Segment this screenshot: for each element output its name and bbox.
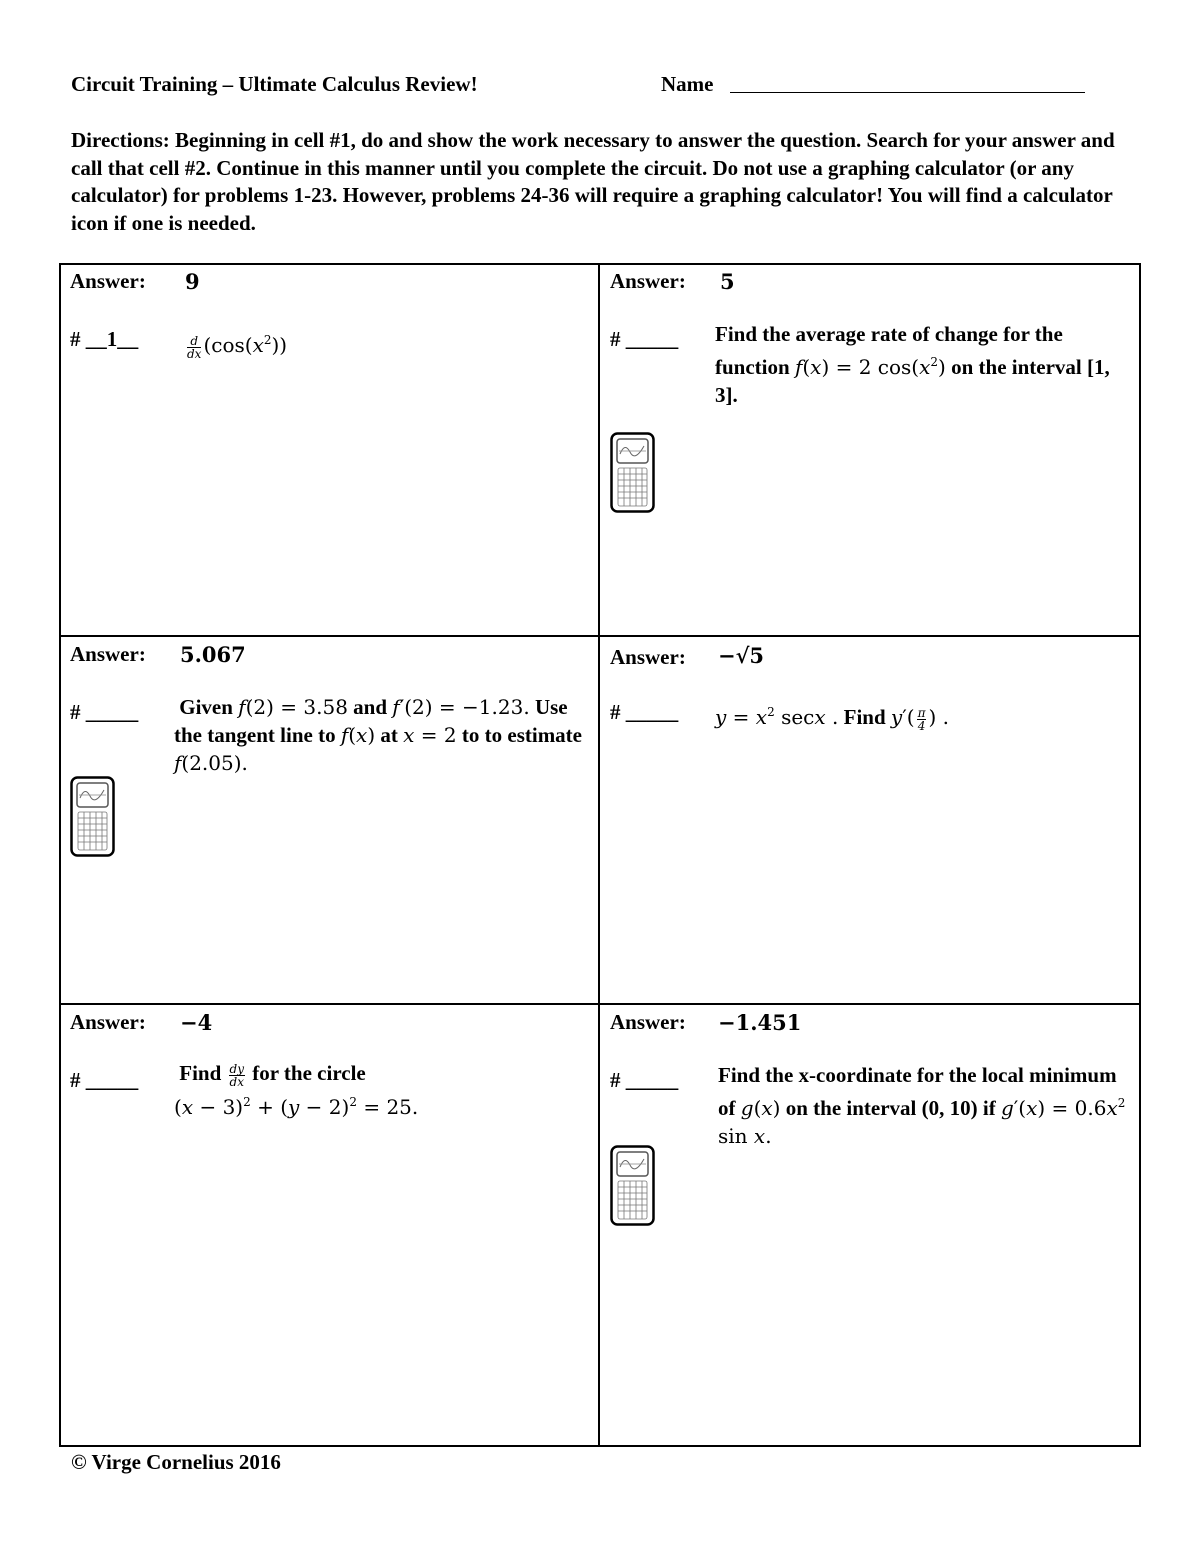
answer-value: 5 — [720, 269, 735, 294]
graphing-calculator-icon — [70, 776, 115, 857]
answer-label: Answer: — [610, 269, 686, 293]
cell-1 — [59, 263, 599, 636]
name-label: Name — [661, 72, 714, 96]
answer-label: Answer: — [610, 1010, 686, 1034]
graphing-calculator-icon — [610, 432, 655, 513]
graphing-calculator-icon — [610, 1145, 655, 1226]
cell-6 — [599, 1004, 1141, 1447]
cell-4 — [599, 636, 1141, 1004]
cell-number: # _____ — [70, 700, 139, 724]
question-text: Find the x-coordinate for the local minimum of g(x) on the interval (0, 10) if $g'(x) = 0.6x^2$ sin x. — [718, 1063, 1126, 1148]
cell-number: # _____ — [70, 1068, 139, 1092]
question-text: $y = x^2$ secx . Find y′( $\frac{\pi}{4}$ ) . — [715, 705, 949, 733]
answer-value: −4 — [180, 1010, 213, 1035]
question-text: Given f(2) = 3.58 and f′(2) = −1.23. Use the tangent line to f(x) at x = 2 to to estimate f(2.05). — [174, 695, 582, 775]
answer-label: Answer: — [70, 269, 146, 293]
cell-3 — [59, 636, 599, 1004]
question-text: Find the average rate of change for the function f(x) = 2 $\cos(x^2)$ on the interval [1, 3]. — [715, 322, 1110, 407]
question-text: Find $\frac{dy}{dx}$ for the circle $(x - 3)^2 + (y - 2)^2 = 25$. — [174, 1061, 419, 1119]
directions-text: Directions: Beginning in cell #1, do and show the work necessary to answer the question. Search for your answer and call that cell #2. Continue in this manner until you complete the circuit. Do not use a graphing calculator (or any calculator) for problems 1-23. However, problems 24-36 will require a graphing calculator! You will find a calculator icon if one is needed. — [71, 128, 1115, 235]
answer-label: Answer: — [610, 645, 686, 669]
cell-number: # _____ — [610, 327, 679, 351]
answer-value: −√5 — [718, 643, 765, 668]
question-text: $\frac{d}{dx}$ $(\cos(x^2))$ — [187, 333, 288, 361]
answer-label: Answer: — [70, 642, 146, 666]
cell-number: # _____ — [610, 1068, 679, 1092]
answer-value: 9 — [185, 269, 200, 294]
page-title: Circuit Training – Ultimate Calculus Review! — [71, 72, 478, 96]
cell-number: # _____ — [610, 700, 679, 724]
answer-value: 5.067 — [180, 642, 246, 667]
cell-5 — [59, 1004, 599, 1447]
cell-2 — [599, 263, 1141, 636]
answer-label: Answer: — [70, 1010, 146, 1034]
answer-value: −1.451 — [718, 1010, 802, 1035]
cell-number: # __1__ — [70, 327, 139, 351]
name-blank-line[interactable] — [730, 92, 1085, 93]
copyright-footer: © Virge Cornelius 2016 — [71, 1450, 281, 1474]
